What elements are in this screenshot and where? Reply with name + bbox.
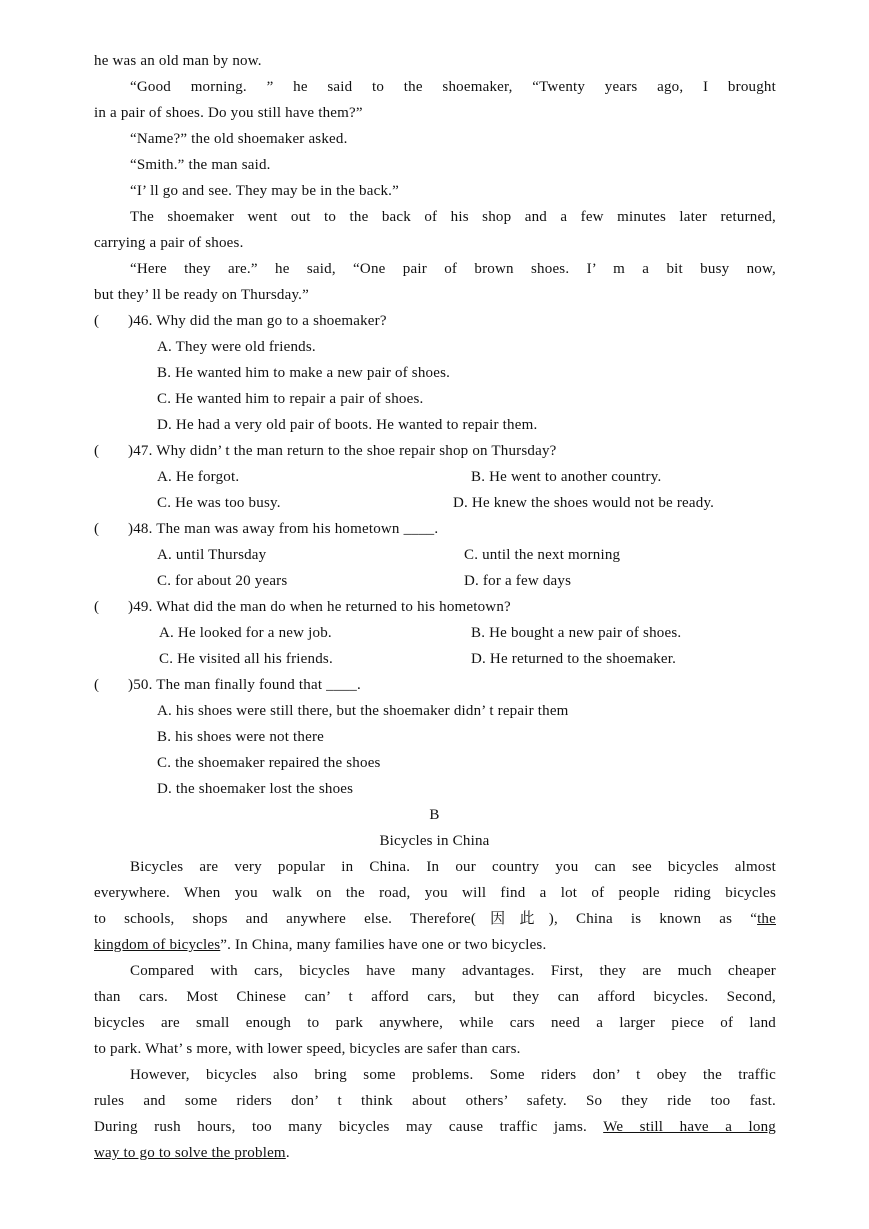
option-d: D. He had a very old pair of boots. He wanted to repair them. [157, 417, 538, 433]
underlined-sentence: We still have a long [603, 1119, 776, 1135]
passage-line [94, 1140, 776, 1166]
passage-title: Bicycles in China [379, 833, 490, 849]
underlined-phrase: kingdom of bicycles [94, 937, 221, 953]
answer-blank[interactable]: ( [94, 521, 100, 537]
passage-line [94, 1114, 776, 1140]
story-line: he was an old man by now. [94, 53, 262, 69]
passage-text: During rush hours, too many bicycles may cause traffic jams. [94, 1119, 604, 1135]
option-c: C. He was too busy. [157, 495, 281, 511]
option-b: C. until the next morning [464, 547, 621, 563]
question-47 [94, 438, 776, 464]
passage-line: than cars. Most Chinese can’ t afford cars, but they can afford bicycles. Second, [94, 989, 776, 1005]
option-c: C. for about 20 years [157, 573, 288, 589]
option-c: C. He wanted him to repair a pair of shoes. [157, 391, 424, 407]
passage-line: rules and some riders don’ t think about others’ safety. So they ride too fast. [94, 1093, 776, 1109]
story-line: The shoemaker went out to the back of his shop and a few minutes later returned, [130, 209, 776, 225]
passage-line: Compared with cars, bicycles have many advantages. First, they are much cheaper [130, 963, 776, 979]
passage-line [94, 906, 776, 932]
passage-text: . [285, 1145, 290, 1161]
story-line: “Good morning. ” he said to the shoemaker, “Twenty years ago, I brought [130, 79, 776, 95]
passage-text: ”. In China, many families have one or two bicycles. [220, 937, 547, 953]
question-text: )50. The man finally found that ____. [128, 677, 361, 693]
question-text: )49. What did the man do when he returned to his hometown? [128, 599, 511, 615]
passage-text: to schools, shops and anywhere else. Therefore(因此), China is known as “ [94, 911, 758, 927]
question-49 [94, 594, 776, 620]
option-d: D. He returned to the shoemaker. [471, 651, 677, 667]
question-text: )46. Why did the man go to a shoemaker? [128, 313, 387, 329]
story-line: “I’ ll go and see. They may be in the back.” [130, 183, 399, 199]
question-50 [94, 672, 776, 698]
option-a: A. until Thursday [157, 547, 267, 563]
underlined-phrase: the [757, 911, 776, 927]
passage-line: to park. What’ s more, with lower speed, bicycles are safer than cars. [94, 1041, 521, 1057]
answer-blank[interactable]: ( [94, 599, 100, 615]
question-48 [94, 516, 776, 542]
passage-line: bicycles are small enough to park anywhere, while cars need a larger piece of land [94, 1015, 776, 1031]
option-b: B. his shoes were not there [157, 729, 325, 745]
option-b: B. He went to another country. [471, 469, 662, 485]
option-d: D. the shoemaker lost the shoes [157, 781, 354, 797]
answer-blank[interactable]: ( [94, 313, 100, 329]
option-d: D. for a few days [464, 573, 572, 589]
passage-line: Bicycles are very popular in China. In our country you can see bicycles almost [130, 859, 776, 875]
story-line: carrying a pair of shoes. [94, 235, 244, 251]
option-d: D. He knew the shoes would not be ready. [453, 495, 715, 511]
question-text: )47. Why didn’ t the man return to the shoe repair shop on Thursday? [128, 443, 557, 459]
answer-blank[interactable]: ( [94, 443, 100, 459]
story-line: “Name?” the old shoemaker asked. [130, 131, 348, 147]
option-a: A. He looked for a new job. [159, 625, 332, 641]
question-text: )48. The man was away from his hometown ____. [128, 521, 439, 537]
option-a: A. They were old friends. [157, 339, 316, 355]
question-46 [94, 308, 776, 334]
section-label: B [429, 807, 440, 823]
answer-blank[interactable]: ( [94, 677, 100, 693]
story-line: “Here they are.” he said, “One pair of brown shoes. I’ m a bit busy now, [130, 261, 776, 277]
option-b: B. He wanted him to make a new pair of shoes. [157, 365, 451, 381]
story-line: in a pair of shoes. Do you still have them?” [94, 105, 363, 121]
passage-line: everywhere. When you walk on the road, you will find a lot of people riding bicycles [94, 885, 776, 901]
story-line: “Smith.” the man said. [130, 157, 271, 173]
passage-line: However, bicycles also bring some problems. Some riders don’ t obey the traffic [130, 1067, 776, 1083]
passage-line [94, 932, 776, 958]
option-c: C. He visited all his friends. [159, 651, 333, 667]
option-b: B. He bought a new pair of shoes. [471, 625, 682, 641]
story-line: but they’ ll be ready on Thursday.” [94, 287, 309, 303]
option-c: C. the shoemaker repaired the shoes [157, 755, 381, 771]
underlined-sentence: way to go to solve the problem [94, 1145, 286, 1161]
option-a: A. He forgot. [157, 469, 240, 485]
option-a: A. his shoes were still there, but the shoemaker didn’ t repair them [157, 703, 569, 719]
